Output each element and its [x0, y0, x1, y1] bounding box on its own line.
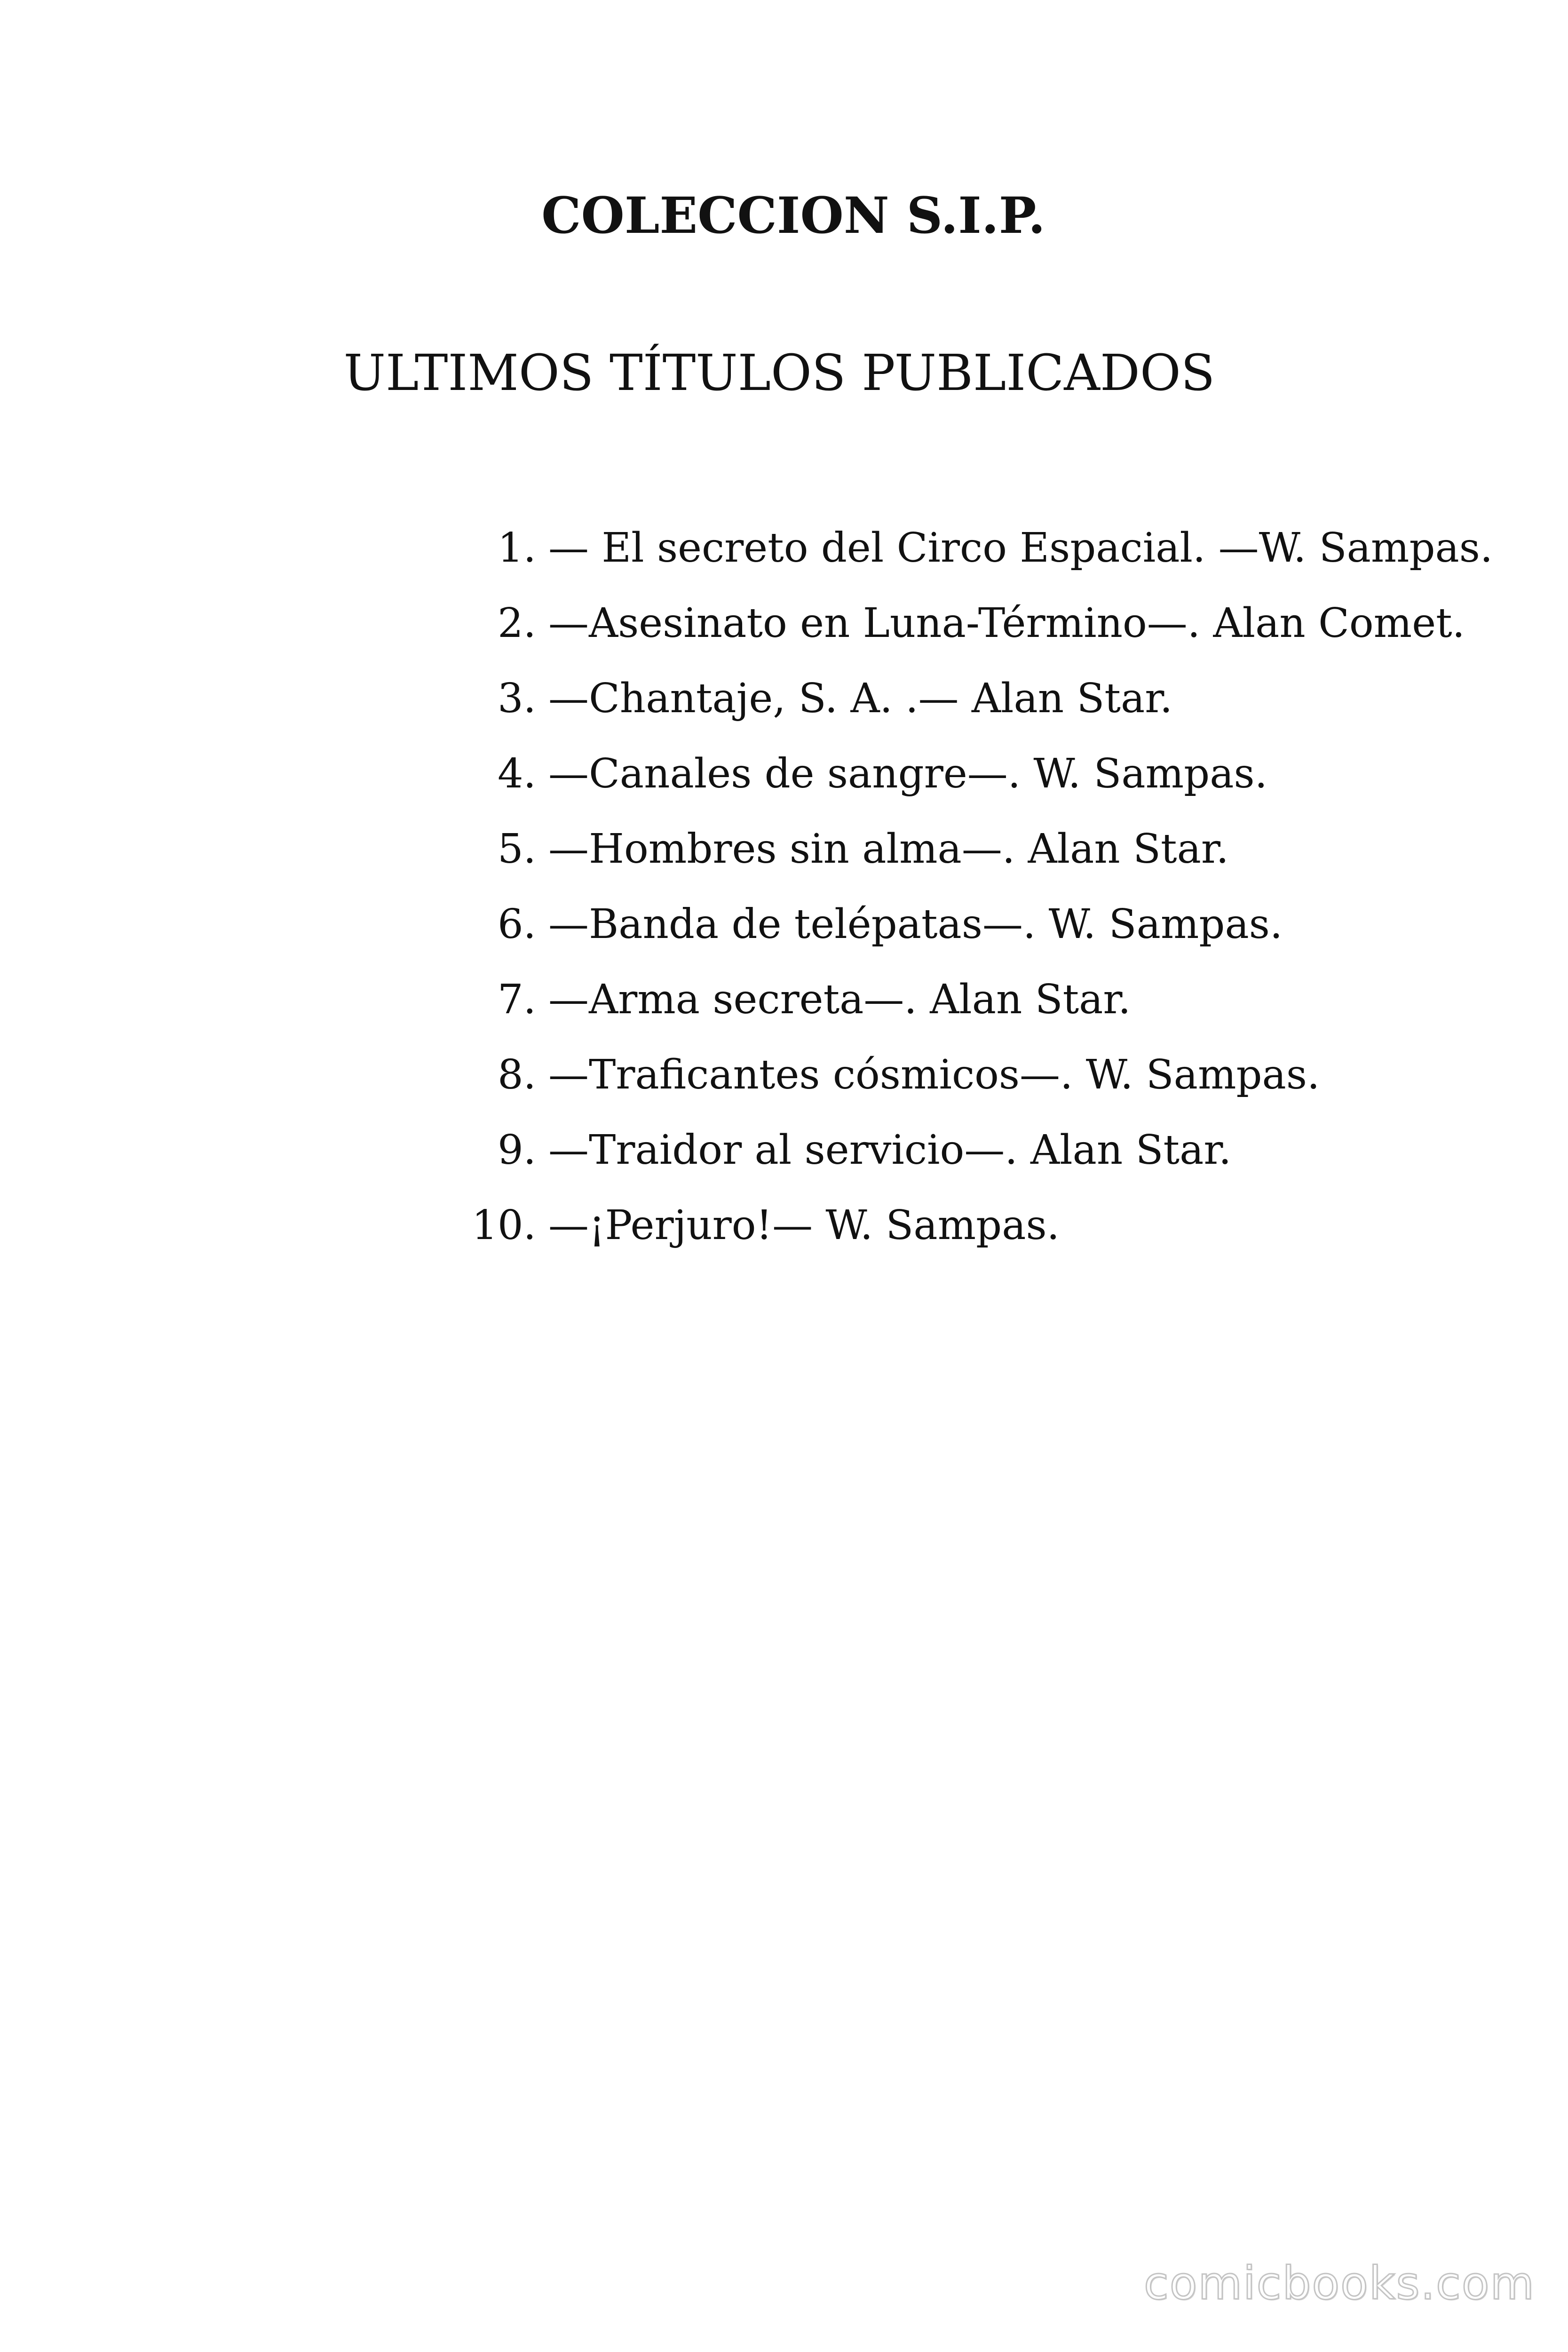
item-text: — El secreto del Circo Espacial. —W. Sampas. [548, 524, 1493, 572]
item-text: —Traidor al servicio—. Alan Star. [548, 1127, 1232, 1174]
item-number: 1. [497, 524, 536, 572]
item-number: 3. [497, 675, 536, 722]
item-text: —Hombres sin alma—. Alan Star. [548, 826, 1229, 873]
item-text: —Chantaje, S. A. .— Alan Star. [548, 675, 1173, 722]
section-title: ULTIMOS TÍTULOS PUBLICADOS [343, 344, 1215, 402]
item-number: 5. [497, 826, 536, 873]
item-text: —Traficantes cósmicos—. W. Sampas. [548, 1051, 1320, 1098]
item-text: —Arma secreta—. Alan Star. [548, 976, 1131, 1023]
item-text: —Canales de sangre—. W. Sampas. [548, 750, 1267, 797]
list-item [451, 586, 1493, 661]
item-number: 8. [497, 1051, 536, 1098]
published-titles-list [451, 510, 1493, 1263]
item-text: —Banda de telépatas—. W. Sampas. [548, 901, 1283, 948]
list-item [451, 887, 1493, 962]
item-number: 2. [497, 600, 536, 647]
item-text: —¡Perjuro!— W. Sampas. [548, 1202, 1060, 1249]
watermark: comicbooks.com [1143, 2257, 1535, 2310]
list-item [451, 1188, 1493, 1263]
collection-title: COLECCION S.I.P. [541, 186, 1045, 245]
list-item [451, 1112, 1493, 1188]
item-number: 6. [497, 901, 536, 948]
item-number: 9. [497, 1127, 536, 1174]
list-item [451, 811, 1493, 887]
list-item [451, 1037, 1493, 1112]
item-number: 10. [472, 1202, 536, 1249]
list-item [451, 661, 1493, 736]
list-item [451, 736, 1493, 811]
list-item [451, 962, 1493, 1037]
item-text: —Asesinato en Luna-Término—. Alan Comet. [548, 600, 1465, 647]
list-item [451, 510, 1493, 586]
item-number: 4. [497, 750, 536, 797]
item-number: 7. [497, 976, 536, 1023]
